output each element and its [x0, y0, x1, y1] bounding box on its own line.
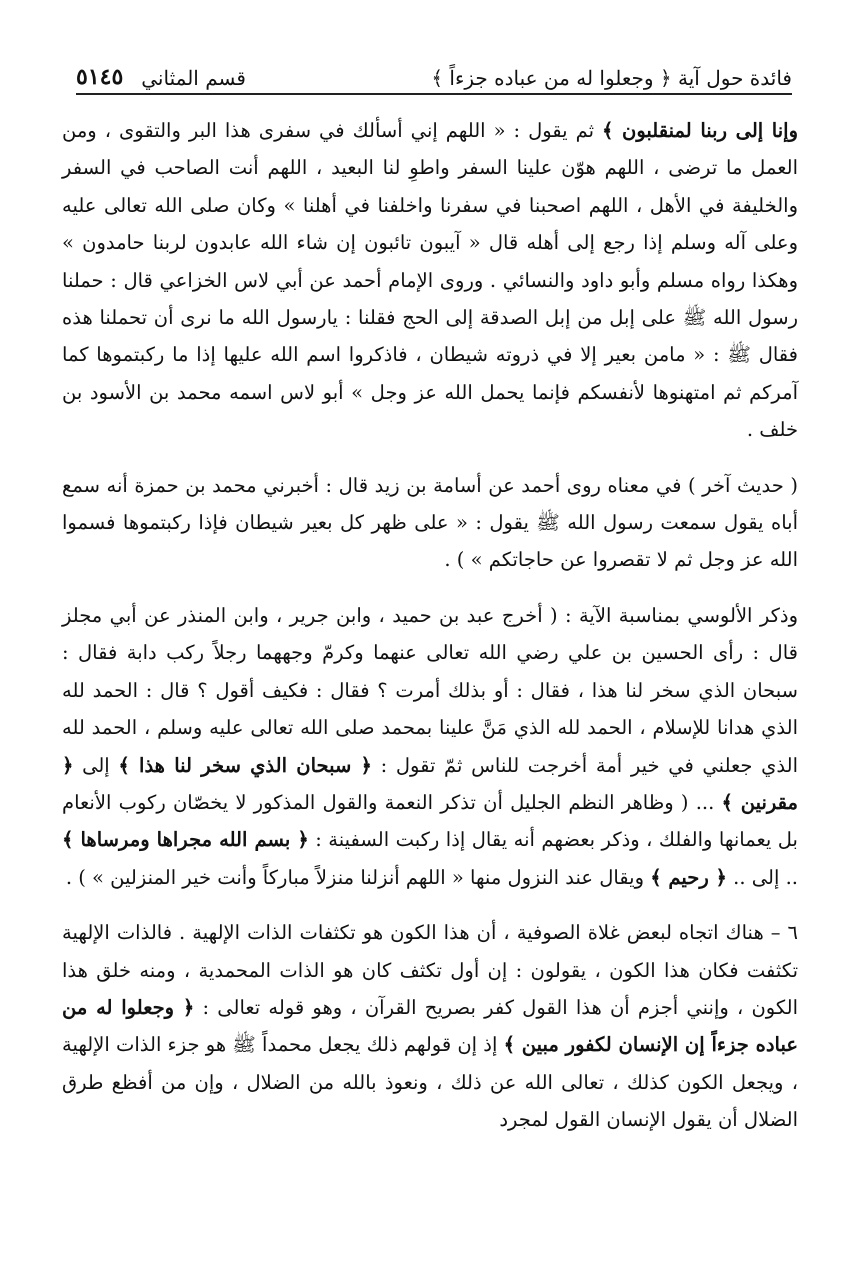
paragraph-2 — [62, 467, 798, 579]
text-run: ويقال عند النزول منها « اللهم أنزلنا منزلاً مباركاً وأنت خير المنزلين » ) . — [65, 865, 651, 889]
text-run: ٦ – هناك اتجاه لبعض غلاة الصوفية ، أن هذا الكون هو تكثفات الذات الإلهية . فالذات الإلهية تكثفت فكان هذا الكون ، يقولون : إن أول تكثف كان هو الذات المحمدية ، ومنه خلق هذا الكون ، وإنني أجزم أن هذا القول كفر بصريح القرآن ، وهو قوله تعالى : — [62, 921, 798, 1019]
paragraph-3 — [62, 597, 798, 896]
verse-quote: وإنا إلى ربنا لمنقلبون ﴾ — [602, 119, 798, 142]
verse-quote: ﴿ سبحان الذي سخر لنا هذا ﴾ — [118, 753, 372, 777]
text-run: ثم يقول : « اللهم إني أسألك في سفرى هذا البر والتقوى ، ومن العمل ما ترضى ، اللهم هوّن علينا السفر واطوِ لنا البعيد ، اللهم أنت الصاحب في السفر والخليفة في الأهل ، اللهم اصحبنا في سفرنا واخلفنا في أهلنا » وكان صلى الله تعالى عليه وعلى آله وسلم إذا رجع إلى أهله قال « آيبون تائبون إن شاء الله عابدون لربنا حامدون » وهكذا رواه مسلم وأبو داود والنسائي . وروى الإمام أحمد عن أبي لاس الخزاعي قال : حملنا رسول الله ﷺ على إبل من إبل الصدقة إلى الحج فقلنا : يارسول الله ما نرى أن تحملنا هذه فقال ﷺ : « مامن بعير إلا في ذروته شيطان ، فاذكروا اسم الله عليها إذا ما ركبتموها كما آمركم ثم امتهنوها لأنفسكم فإنما يحمل الله عز وجل » أبو لاس اسمه محمد بن الأسود بن خلف . — [62, 119, 798, 442]
text-run: إلى — [73, 753, 119, 777]
verse-quote: ﴿ بسم الله مجراها ومرساها ﴾ — [62, 828, 309, 852]
paragraph-4 — [62, 914, 798, 1138]
header-rule — [76, 93, 792, 95]
text-run: إذ إن قولهم ذلك يجعل محمداً ﷺ هو جزء الذات الإلهية ، ويجعل الكون كذلك ، تعالى الله عن ذلك ، ونعوذ بالله من الضلال ، وإن من أفظع طرق الضلال أن يقول الإنسان القول لمجرد — [61, 1033, 798, 1132]
text-run: .. إلى .. — [726, 865, 798, 889]
header-left-group — [76, 64, 246, 90]
text-run: ... ( وظاهر النظم الجليل أن تذكر النعمة والقول المذكور لا يخصّان ركوب الأنعام بل يعمانها والفلك ، وذكر بعضهم أنه يقال إذا ركبت السفينة : — [62, 790, 798, 852]
verse-quote: ﴿ وجعلوا له من عباده جزءاً إن الإنسان لكفور مبين ﴾ — [62, 995, 798, 1057]
page-header — [76, 50, 792, 90]
section-name: قسم المثاني — [141, 66, 246, 90]
running-title: فائدة حول آية ﴿ وجعلوا له من عباده جزءاً ﴾ — [431, 66, 792, 90]
verse-quote: ﴿ رحيم ﴾ — [650, 865, 727, 889]
page-number: ٥١٤٥ — [76, 64, 124, 90]
paragraph-1 — [62, 112, 798, 449]
text-run: وذكر الألوسي بمناسبة الآية : ( أخرج عبد بن حميد ، وابن جرير ، وابن المنذر عن أبي مجلز قال : رأى الحسين بن علي رضي الله تعالى عنهما وكرمّ وجههما رجلاً ركب دابة فقال : سبحان الذي سخر لنا هذا ، فقال : أو بذلك أمرت ؟ فقال : فكيف أقول ؟ قال : الحمد لله الذي هدانا للإسلام ، الحمد لله الذي مَنَّ علينا بمحمد صلى الله تعالى عليه وسلم ، الحمد لله الذي جعلني في خير أمة أخرجت للناس ثمّ تقول : — [62, 603, 798, 777]
body-text — [62, 112, 798, 1139]
text-run: ( حديث آخر ) في معناه روى أحمد عن أسامة بن زيد قال : أخبرني محمد بن حمزة أنه سمع أباه يقول سمعت رسول الله ﷺ يقول : « على ظهر كل بعير شيطان فإذا ركبتموها فسموا الله عز وجل ثم لا تقصروا عن حاجاتكم » ) . — [62, 473, 798, 572]
verse-quote: ﴿ مقرنين ﴾ — [62, 753, 798, 814]
